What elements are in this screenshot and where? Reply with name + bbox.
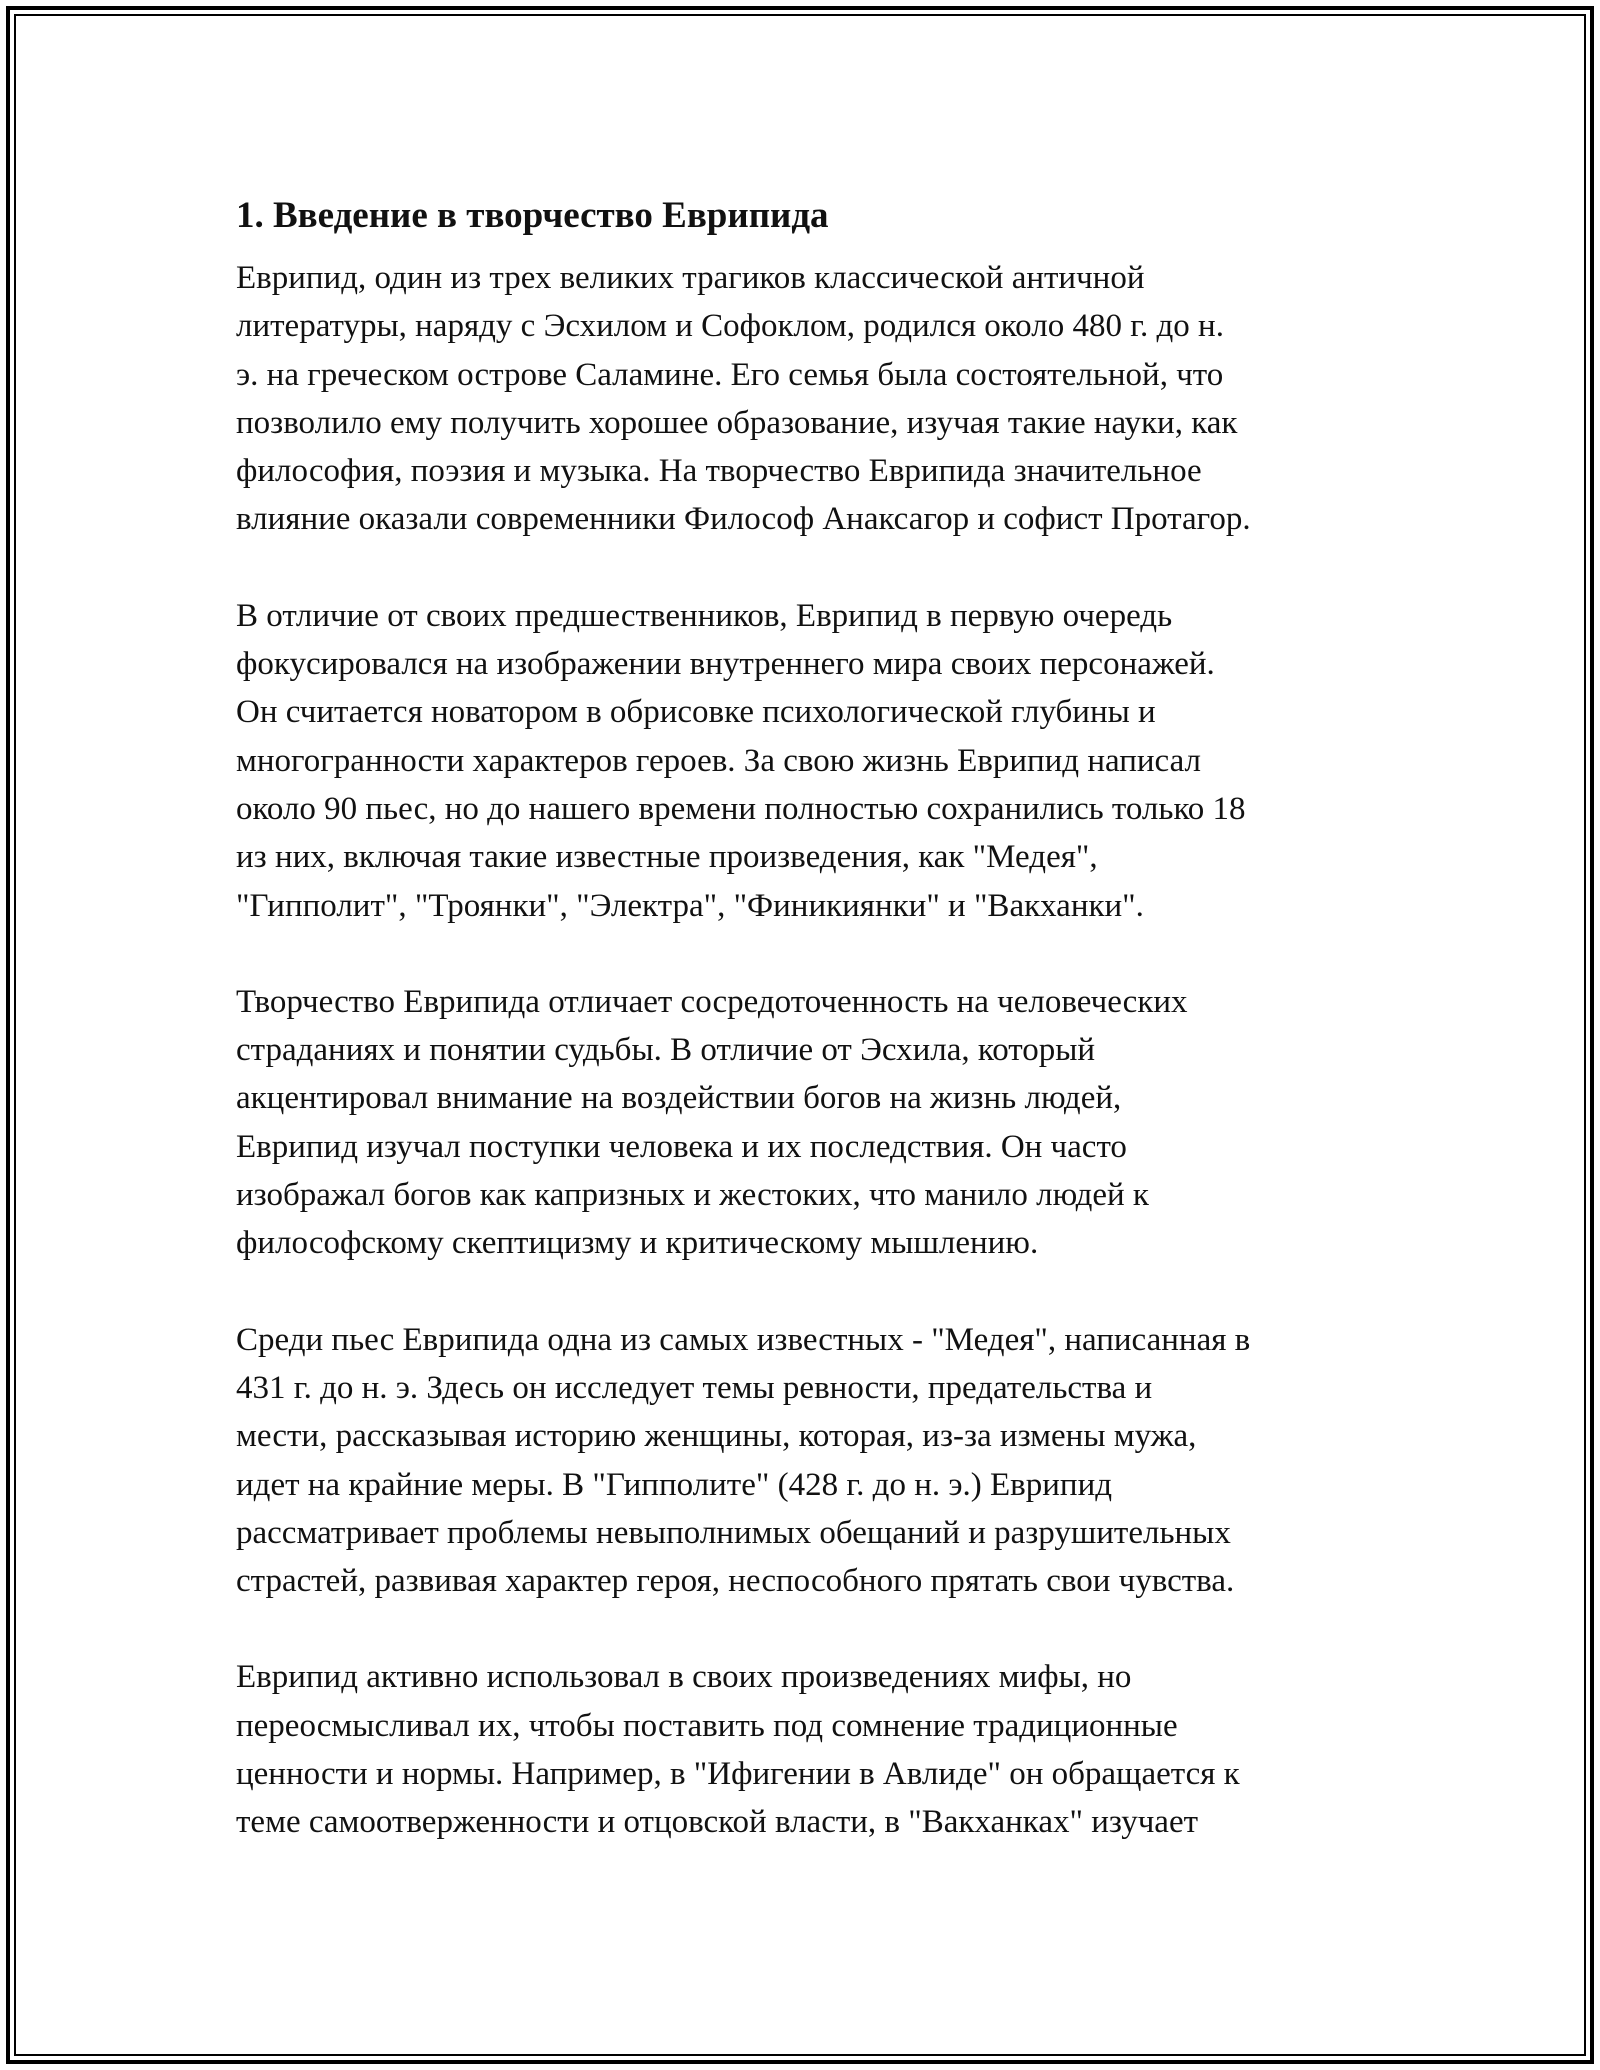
text-line: изображал богов как капризных и жестоких, что манило людей к <box>236 1177 1149 1214</box>
text-line: В отличие от своих предшественников, Еврипид в первую очередь <box>236 597 1173 634</box>
text-line: переосмысливал их, чтобы поставить под сомнение традиционные <box>236 1707 1178 1744</box>
text-line: рассматривает проблемы невыполнимых обещаний и разрушительных <box>236 1514 1231 1551</box>
paragraph <box>236 254 1376 544</box>
paragraphs-container <box>236 254 1376 1847</box>
text-line: "Гипполит", "Троянки", "Электра", "Финикиянки" и "Вакханки". <box>236 887 1144 924</box>
text-line: многогранности характеров героев. За свою жизнь Еврипид написал <box>236 742 1201 779</box>
paragraph <box>236 1653 1376 1846</box>
text-line: ценности и нормы. Например, в "Ифигении в Авлиде" он обращается к <box>236 1756 1240 1793</box>
text-line: Он считается новатором в обрисовке психологической глубины и <box>236 694 1156 731</box>
text-line: страданиях и понятии судьбы. В отличие от Эсхила, который <box>236 1032 1096 1069</box>
text-line: Среди пьес Еврипида одна из самых известных - "Медея", написанная в <box>236 1321 1251 1358</box>
text-line: теме самоотверженности и отцовской власти, в "Вакханках" изучает <box>236 1804 1199 1841</box>
text-line: мести, рассказывая историю женщины, которая, из-за измены мужа, <box>236 1418 1197 1455</box>
text-line: позволило ему получить хорошее образование, изучая такие науки, как <box>236 404 1238 441</box>
text-line: философия, поэзия и музыка. На творчество Еврипида значительное <box>236 453 1202 490</box>
text-line: Еврипид изучал поступки человека и их последствия. Он часто <box>236 1128 1127 1165</box>
text-line: э. на греческом острове Саламине. Его семья была состоятельной, что <box>236 356 1224 393</box>
text-line: из них, включая такие известные произведения, как "Медея", <box>236 839 1098 876</box>
text-line: идет на крайние меры. В "Гипполите" (428 г. до н. э.) Еврипид <box>236 1466 1113 1503</box>
text-line: фокусировался на изображении внутреннего мира своих персонажей. <box>236 646 1215 683</box>
paragraph <box>236 592 1376 930</box>
paragraph <box>236 978 1376 1268</box>
paragraph <box>236 1316 1376 1606</box>
text-line: 431 г. до н. э. Здесь он исследует темы ревности, предательства и <box>236 1369 1153 1406</box>
text-line: философскому скептицизму и критическому мышлению. <box>236 1225 1039 1262</box>
text-line: страстей, развивая характер героя, неспособного прятать свои чувства. <box>236 1563 1235 1600</box>
text-line: Творчество Еврипида отличает сосредоточенность на человеческих <box>236 983 1188 1020</box>
text-line: акцентировал внимание на воздействии богов на жизнь людей, <box>236 1080 1122 1117</box>
text-line: влияние оказали современники Философ Анаксагор и софист Протагор. <box>236 501 1251 538</box>
section-heading: 1. Введение в творчество Еврипида <box>236 195 829 236</box>
document-body <box>236 188 1376 1895</box>
text-line: около 90 пьес, но до нашего времени полностью сохранились только 18 <box>236 790 1246 827</box>
text-line: литературы, наряду с Эсхилом и Софоклом, родился около 480 г. до н. <box>236 308 1224 345</box>
text-line: Еврипид, один из трех великих трагиков классической античной <box>236 260 1145 296</box>
text-line: Еврипид активно использовал в своих произведениях мифы, но <box>236 1659 1132 1696</box>
